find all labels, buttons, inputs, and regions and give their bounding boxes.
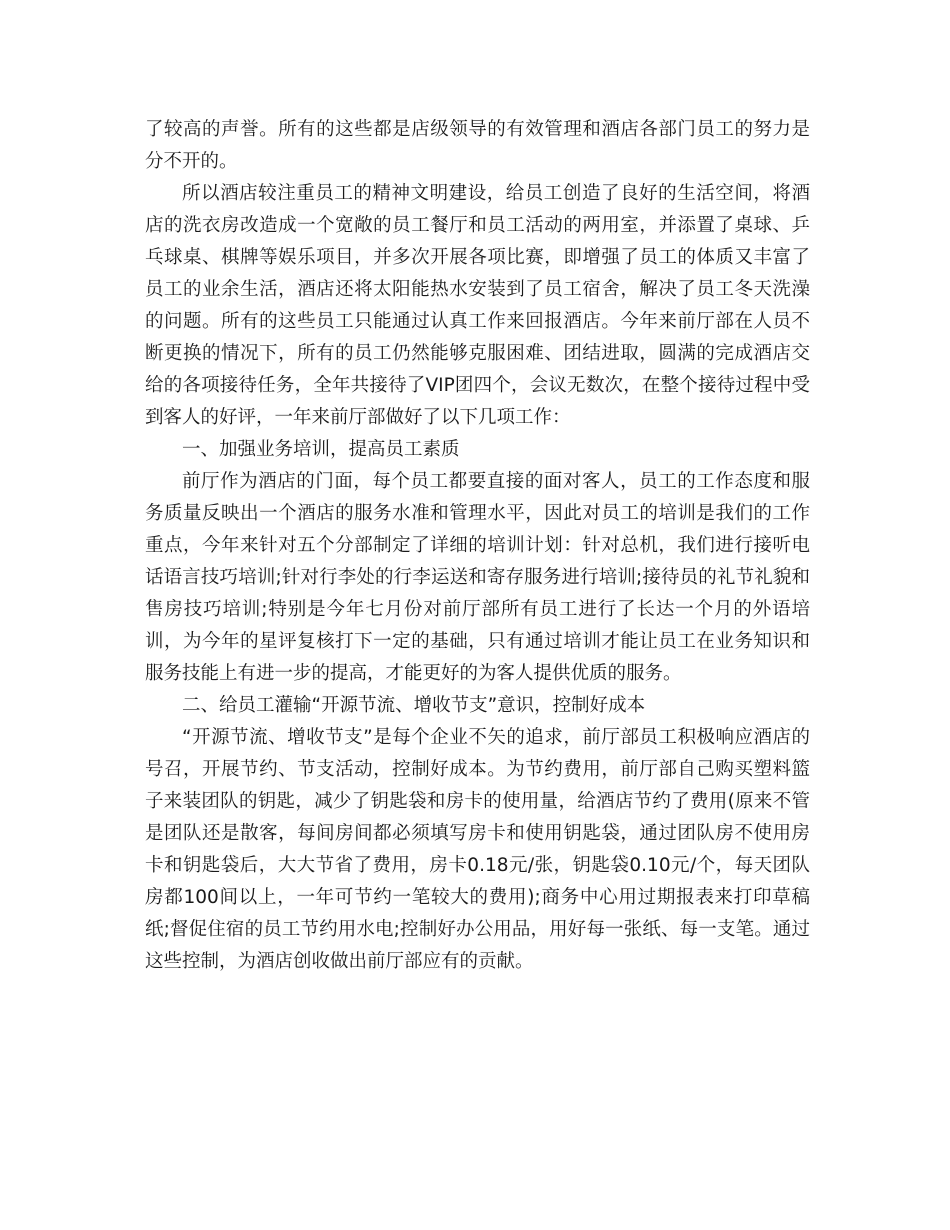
paragraph-training: 前厅作为酒店的门面，每个员工都要直接的面对客人，员工的工作态度和服务质量反映出一个酒店的服务水准和管理水平，因此对员工的培训是我们的工作重点，今年来针对五个分部制定了详细的培训计划：针对总机，我们进行接听电话语言技巧培训;针对行李处的行李运送和寄存服务进行培训;接待员的礼节礼貌和售房技巧培训;特别是今年七月份对前厅部所有员工进行了长达一个月的外语培训，为今年的星评复核打下一定的基础，只有通过培训才能让员工在业务知识和服务技能上有进一步的提高，才能更好的为客人提供优质的服务。 [145, 471, 810, 684]
document-body [145, 114, 810, 978]
paragraph-staff-welfare: 所以酒店较注重员工的精神文明建设，给员工创造了良好的生活空间，将酒店的洗衣房改造成一个宽敞的员工餐厅和员工活动的两用室，并添置了桌球、乒乓球桌、棋牌等娱乐项目，并多次开展各项比赛，即增强了员工的体质又丰富了员工的业余生活，酒店还将太阳能热水安装到了员工宿舍，解决了员工冬天洗澡的问题。所有的这些员工只能通过认真工作来回报酒店。今年来前厅部在人员不断更换的情况下，所有的员工仍然能够克服困难、团结进取，圆满的完成酒店交给的各项接待任务，全年共接待了VIP团四个，会议无数次，在整个接待过程中受到客人的好评，一年来前厅部做好了以下几项工作： [145, 183, 810, 428]
paragraph-cost-control: “开源节流、增收节支”是每个企业不矢的追求，前厅部员工积极响应酒店的号召，开展节约、节支活动，控制好成本。为节约费用，前厅部自己购买塑料篮子来装团队的钥匙，减少了钥匙袋和房卡的使用量，给酒店节约了费用(原来不管是团队还是散客，每间房间都必须填写房卡和使用钥匙袋，通过团队房不使用房卡和钥匙袋后，大大节省了费用，房卡0.18元/张，钥匙袋0.10元/个，每天团队房都100间以上，一年可节约一笔较大的费用);商务中心用过期报表来打印草稿纸;督促住宿的员工节约用水电;控制好办公用品，用好每一张纸、每一支笔。通过这些控制，为酒店创收做出前厅部应有的贡献。 [145, 727, 810, 972]
section-heading-cost-control: 二、给员工灌输“开源节流、增收节支”意识，控制好成本 [182, 695, 646, 716]
paragraph-reputation: 了较高的声誉。所有的这些都是店级领导的有效管理和酒店各部门员工的努力是分不开的。 [145, 119, 810, 172]
section-heading-training: 一、加强业务培训，提高员工素质 [182, 439, 460, 460]
